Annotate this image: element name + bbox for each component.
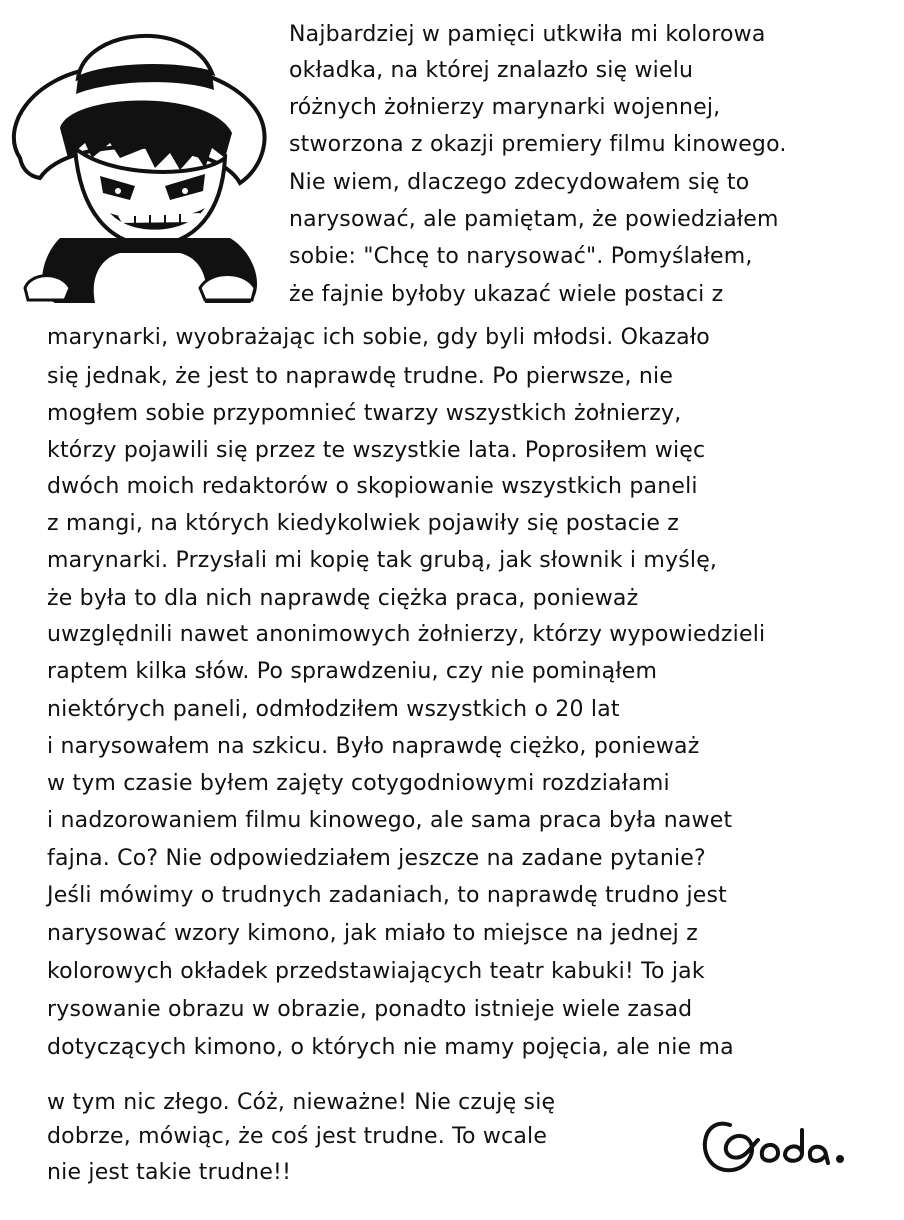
text-line: fajna. Co? Nie odpowiedziałem jeszcze na zadane pytanie? [47, 846, 706, 871]
text-line: dobrze, mówiąc, że coś jest trudne. To wcale [47, 1124, 548, 1149]
text-line: różnych żołnierzy marynarki wojennej, [289, 95, 721, 120]
text-line: okładka, na której znalazło się wielu [289, 58, 694, 83]
text-line: narysować, ale pamiętam, że powiedziałem [289, 207, 779, 232]
text-line: narysować wzory kimono, jak miało to miejsce na jednej z [47, 921, 698, 946]
text-line: rysowanie obrazu w obrazie, ponadto istnieje wiele zasad [47, 997, 693, 1022]
text-line: raptem kilka słów. Po sprawdzeniu, czy nie pominąłem [47, 659, 658, 684]
text-line: marynarki, wyobrażając ich sobie, gdy byli młodsi. Okazało [47, 325, 710, 350]
right-hand [200, 275, 255, 301]
text-line: Najbardziej w pamięci utkwiła mi kolorowa [289, 22, 766, 47]
text-line: że fajnie byłoby ukazać wiele postaci z [289, 282, 724, 307]
text-line: sobie: "Chcę to narysować". Pomyślałem, [289, 244, 753, 269]
text-line: mogłem sobie przypomnieć twarzy wszystkich żołnierzy, [47, 401, 682, 426]
text-line: marynarki. Przysłali mi kopię tak grubą, jak słownik i myślę, [47, 548, 718, 573]
character-illustration [0, 8, 275, 308]
text-line: z mangi, na których kiedykolwiek pojawiły się postacie z [47, 511, 680, 536]
text-line: się jednak, że jest to naprawdę trudne. Po pierwsze, nie [47, 364, 674, 389]
left-hand [25, 276, 70, 300]
text-line: i nadzorowaniem filmu kinowego, ale sama praca była nawet [47, 808, 733, 833]
text-line: niektórych paneli, odmłodziłem wszystkich o 20 lat [47, 697, 620, 722]
text-line: uwzględnili nawet anonimowych żołnierzy, którzy wypowiedzieli [47, 622, 766, 647]
text-line: którzy pojawili się przez te wszystkie lata. Poprosiłem więc [47, 438, 706, 463]
author-signature [690, 1105, 865, 1185]
text-line: dotyczących kimono, o których nie mamy pojęcia, ale nie ma [47, 1035, 734, 1060]
text-line: w tym czasie byłem zajęty cotygodniowymi rozdziałami [47, 771, 670, 796]
text-line: w tym nic złego. Cóż, nieważne! Nie czuję się [47, 1090, 556, 1115]
text-line: stworzona z okazji premiery filmu kinowego. [289, 132, 787, 157]
text-line: Nie wiem, dlaczego zdecydowałem się to [289, 170, 750, 195]
text-line: dwóch moich redaktorów o skopiowanie wszystkich paneli [47, 474, 698, 499]
text-line: i narysowałem na szkicu. Było naprawdę ciężko, ponieważ [47, 734, 700, 759]
text-line: nie jest takie trudne!! [47, 1160, 292, 1185]
text-line: że była to dla nich naprawdę ciężka praca, ponieważ [47, 586, 639, 611]
text-line: kolorowych okładek przedstawiających teatr kabuki! To jak [47, 959, 705, 984]
text-line: Jeśli mówimy o trudnych zadaniach, to naprawdę trudno jest [47, 883, 728, 908]
